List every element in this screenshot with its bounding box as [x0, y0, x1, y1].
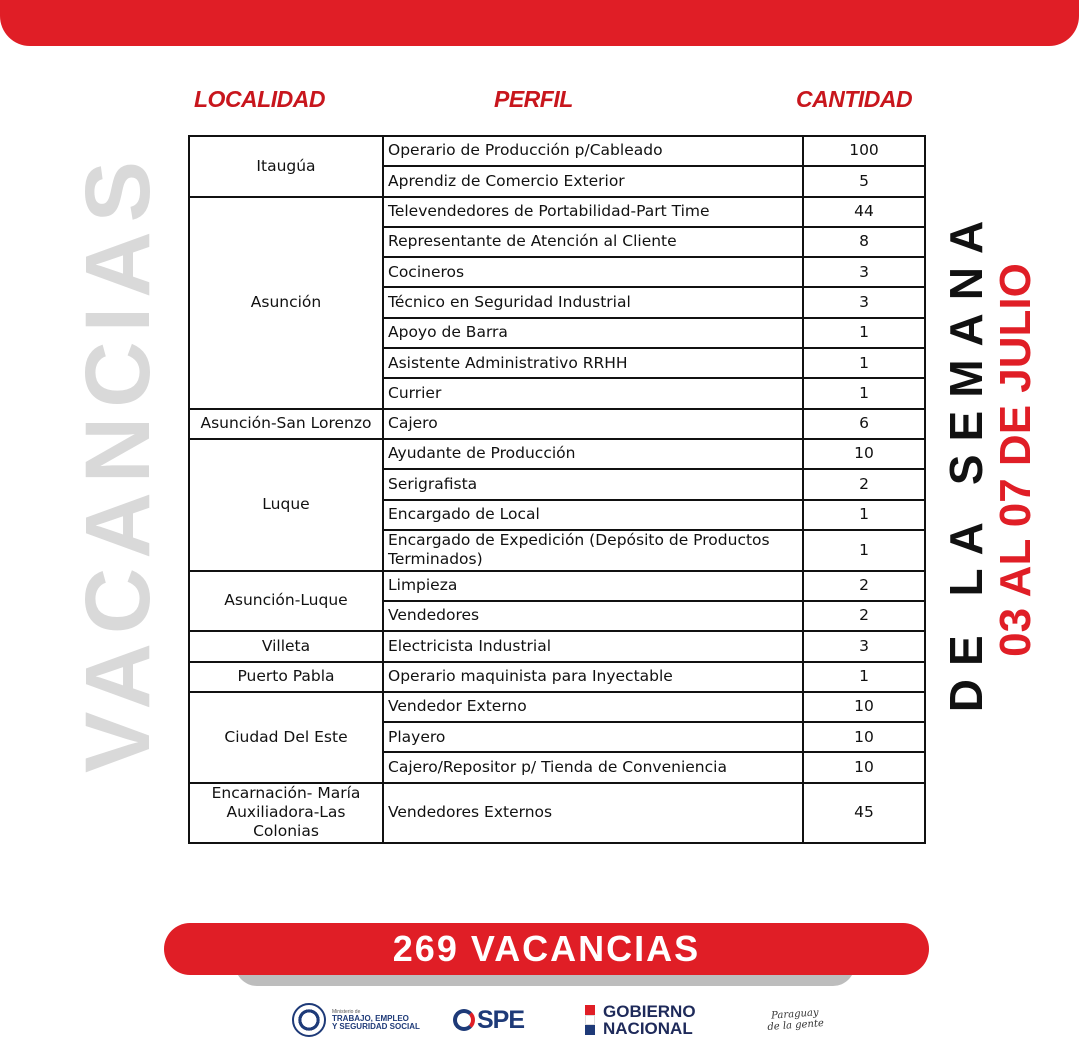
cell-localidad: Asunción-Luque — [189, 571, 383, 632]
cell-cantidad: 1 — [803, 318, 925, 348]
cell-cantidad: 1 — [803, 530, 925, 571]
cell-cantidad: 5 — [803, 166, 925, 196]
paraguay-line1: Paraguay — [770, 1007, 819, 1022]
national-seal-icon — [292, 1003, 326, 1037]
cell-cantidad: 3 — [803, 257, 925, 287]
cell-cantidad: 10 — [803, 752, 925, 782]
cell-perfil: Cajero/Repositor p/ Tienda de Conveniencia — [383, 752, 803, 782]
week-dates: 03 AL 07 DE JULIO — [991, 263, 1040, 657]
table-row — [189, 783, 925, 843]
cell-cantidad: 3 — [803, 631, 925, 661]
cell-perfil: Vendedores — [383, 601, 803, 631]
vacancies-table — [188, 135, 926, 844]
cell-cantidad: 1 — [803, 500, 925, 530]
cell-cantidad: 100 — [803, 136, 925, 166]
cell-cantidad: 1 — [803, 662, 925, 692]
top-banner — [0, 0, 1079, 46]
table-row — [189, 409, 925, 439]
mteess-logo — [292, 1000, 420, 1040]
header-perfil: PERFIL — [494, 86, 573, 112]
cell-cantidad: 10 — [803, 692, 925, 722]
table-row — [189, 692, 925, 722]
cell-perfil: Asistente Administrativo RRHH — [383, 348, 803, 378]
cell-cantidad: 1 — [803, 378, 925, 408]
cell-cantidad: 6 — [803, 409, 925, 439]
cell-cantidad: 1 — [803, 348, 925, 378]
cell-cantidad: 2 — [803, 601, 925, 631]
cell-cantidad: 10 — [803, 722, 925, 752]
cell-perfil: Operario de Producción p/Cableado — [383, 136, 803, 166]
cell-perfil: Representante de Atención al Cliente — [383, 227, 803, 257]
spe-logo — [453, 1000, 524, 1040]
cell-perfil: Técnico en Seguridad Industrial — [383, 287, 803, 317]
cell-localidad: Luque — [189, 439, 383, 571]
spe-ring-icon — [453, 1009, 475, 1031]
column-headers — [0, 86, 1079, 116]
cell-localidad: Puerto Pabla — [189, 662, 383, 692]
cell-cantidad: 2 — [803, 571, 925, 601]
week-label: DE LA SEMANA — [940, 207, 992, 713]
cell-localidad: Encarnación- María Auxiliadora-Las Colonias — [189, 783, 383, 843]
cell-cantidad: 8 — [803, 227, 925, 257]
cell-perfil: Encargado de Local — [383, 500, 803, 530]
cell-perfil: Vendedor Externo — [383, 692, 803, 722]
cell-perfil: Apoyo de Barra — [383, 318, 803, 348]
total-banner — [164, 923, 929, 975]
cell-perfil: Serigrafista — [383, 469, 803, 499]
cell-perfil: Limpieza — [383, 571, 803, 601]
cell-cantidad: 3 — [803, 287, 925, 317]
cell-perfil: Ayudante de Producción — [383, 439, 803, 469]
cell-perfil: Cocineros — [383, 257, 803, 287]
mteess-small-text: Ministerio de — [332, 1008, 361, 1015]
cell-perfil: Televendedores de Portabilidad-Part Time — [383, 197, 803, 227]
mteess-line2: Y SEGURIDAD SOCIAL — [332, 1021, 420, 1031]
side-title-text: VACANCIAS — [67, 151, 170, 774]
cell-perfil: Cajero — [383, 409, 803, 439]
table-row — [189, 631, 925, 661]
total-vacancies: 269 VACANCIAS — [392, 928, 701, 969]
gobierno-line1: GOBIERNO — [603, 1002, 696, 1021]
table-row — [189, 662, 925, 692]
cell-cantidad: 44 — [803, 197, 925, 227]
cell-localidad: Villeta — [189, 631, 383, 661]
side-title-vacancias — [67, 151, 170, 774]
table-row — [189, 197, 925, 227]
cell-perfil: Electricista Industrial — [383, 631, 803, 661]
gobierno-line2: NACIONAL — [603, 1019, 693, 1038]
cell-cantidad: 2 — [803, 469, 925, 499]
header-cantidad: CANTIDAD — [796, 86, 913, 112]
cell-localidad: Itaugúa — [189, 136, 383, 197]
cell-cantidad: 45 — [803, 783, 925, 843]
cell-cantidad: 10 — [803, 439, 925, 469]
gobierno-nacional-logo — [585, 1000, 696, 1040]
footer-logos — [0, 1000, 1079, 1040]
cell-perfil: Vendedores Externos — [383, 783, 803, 843]
paraguay-de-la-gente-logo — [767, 1000, 824, 1040]
table-row — [189, 439, 925, 469]
spe-text: SPE — [477, 1005, 525, 1034]
cell-localidad: Asunción — [189, 197, 383, 409]
cell-perfil: Operario maquinista para Inyectable — [383, 662, 803, 692]
table-row — [189, 136, 925, 166]
mteess-line1: TRABAJO, EMPLEO — [332, 1013, 409, 1023]
cell-localidad: Ciudad Del Este — [189, 692, 383, 783]
cell-perfil: Encargado de Expedición (Depósito de Productos Terminados) — [383, 530, 803, 571]
cell-perfil: Aprendiz de Comercio Exterior — [383, 166, 803, 196]
cell-perfil: Playero — [383, 722, 803, 752]
cell-localidad: Asunción-San Lorenzo — [189, 409, 383, 439]
week-range — [918, 207, 1058, 713]
cell-perfil: Currier — [383, 378, 803, 408]
paraguay-line2: de la gente — [767, 1018, 825, 1033]
flag-icon — [585, 1005, 595, 1035]
table-row — [189, 571, 925, 601]
header-localidad: LOCALIDAD — [194, 86, 325, 112]
